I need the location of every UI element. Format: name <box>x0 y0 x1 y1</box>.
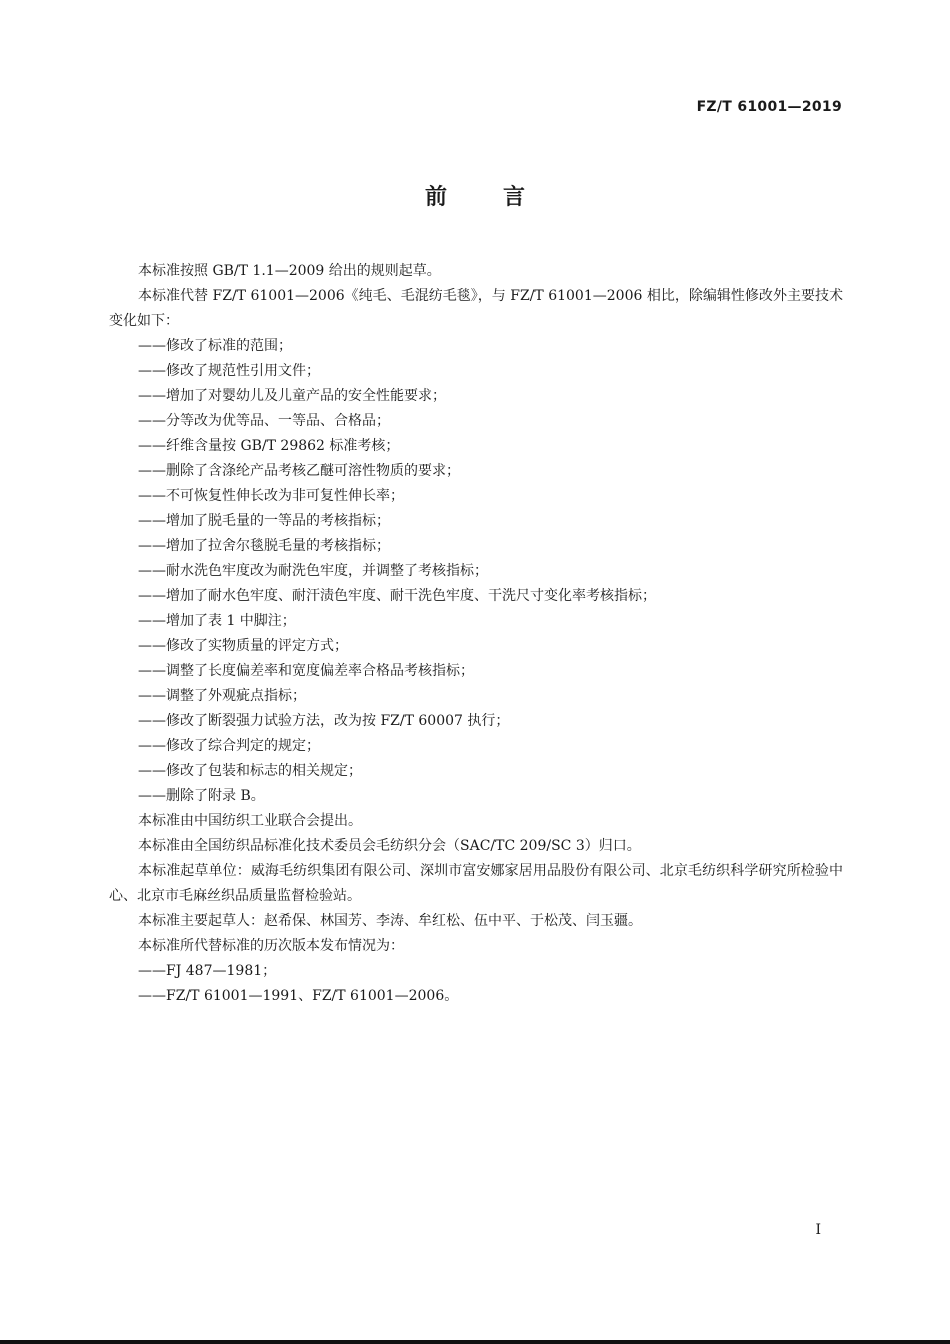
change-item: ——增加了脱毛量的一等品的考核指标； <box>138 513 390 529</box>
change-item: ——修改了断裂强力试验方法，改为按 FZ/T 60007 执行； <box>138 713 510 729</box>
change-item: ——修改了实物质量的评定方式； <box>138 638 348 654</box>
history-item: ——FJ 487—1981； <box>138 963 277 979</box>
change-item: ——增加了拉舍尔毯脱毛量的考核指标； <box>138 538 390 554</box>
paragraph: 本标准代替 FZ/T 61001—2006《纯毛、毛混纺毛毯》，与 FZ/T 61001—2006 相比，除编辑性修改外主要技术变化如下： <box>109 288 843 329</box>
change-item: ——修改了规范性引用文件； <box>138 363 320 379</box>
change-item: ——修改了综合判定的规定； <box>138 738 320 754</box>
foreword-body <box>109 259 843 1009</box>
change-item: ——纤维含量按 GB/T 29862 标准考核； <box>138 438 400 454</box>
change-item: ——耐水洗色牢度改为耐洗色牢度，并调整了考核指标； <box>138 563 488 579</box>
change-item: ——增加了对婴幼儿及儿童产品的安全性能要求； <box>138 388 446 404</box>
standard-code: FZ/T 61001—2019 <box>696 99 842 115</box>
page-number: I <box>815 1222 821 1238</box>
change-item: ——不可恢复性伸长改为非可复性伸长率； <box>138 488 404 504</box>
change-item: ——分等改为优等品、一等品、合格品； <box>138 413 390 429</box>
change-item: ——修改了标准的范围； <box>138 338 292 354</box>
change-item: ——调整了长度偏差率和宽度偏差率合格品考核指标； <box>138 663 474 679</box>
change-item: ——修改了包装和标志的相关规定； <box>138 763 362 779</box>
paragraph: 本标准起草单位：威海毛纺织集团有限公司、深圳市富安娜家居用品股份有限公司、北京毛纺织科学研究所检验中心、北京市毛麻丝织品质量监督检验站。 <box>109 863 843 904</box>
change-item: ——删除了含涤纶产品考核乙醚可溶性物质的要求； <box>138 463 460 479</box>
paragraph: 本标准所代替标准的历次版本发布情况为： <box>138 938 404 954</box>
change-item: ——增加了耐水色牢度、耐汗渍色牢度、耐干洗色牢度、干洗尺寸变化率考核指标； <box>138 588 656 604</box>
paragraph: 本标准按照 GB/T 1.1—2009 给出的规则起草。 <box>138 263 441 279</box>
paragraph: 本标准主要起草人：赵希保、林国芳、李涛、牟红松、伍中平、于松茂、闫玉疆。 <box>138 913 642 929</box>
page-title: 前言 <box>424 185 581 210</box>
paragraph: 本标准由中国纺织工业联合会提出。 <box>138 813 362 829</box>
bottom-border <box>0 1340 950 1344</box>
paragraph: 本标准由全国纺织品标准化技术委员会毛纺织分会（SAC/TC 209/SC 3）归口。 <box>138 838 641 854</box>
change-item: ——调整了外观疵点指标； <box>138 688 306 704</box>
change-item: ——增加了表 1 中脚注； <box>138 613 296 629</box>
change-item: ——删除了附录 B。 <box>138 788 265 804</box>
history-item: ——FZ/T 61001—1991、FZ/T 61001—2006。 <box>138 988 459 1004</box>
